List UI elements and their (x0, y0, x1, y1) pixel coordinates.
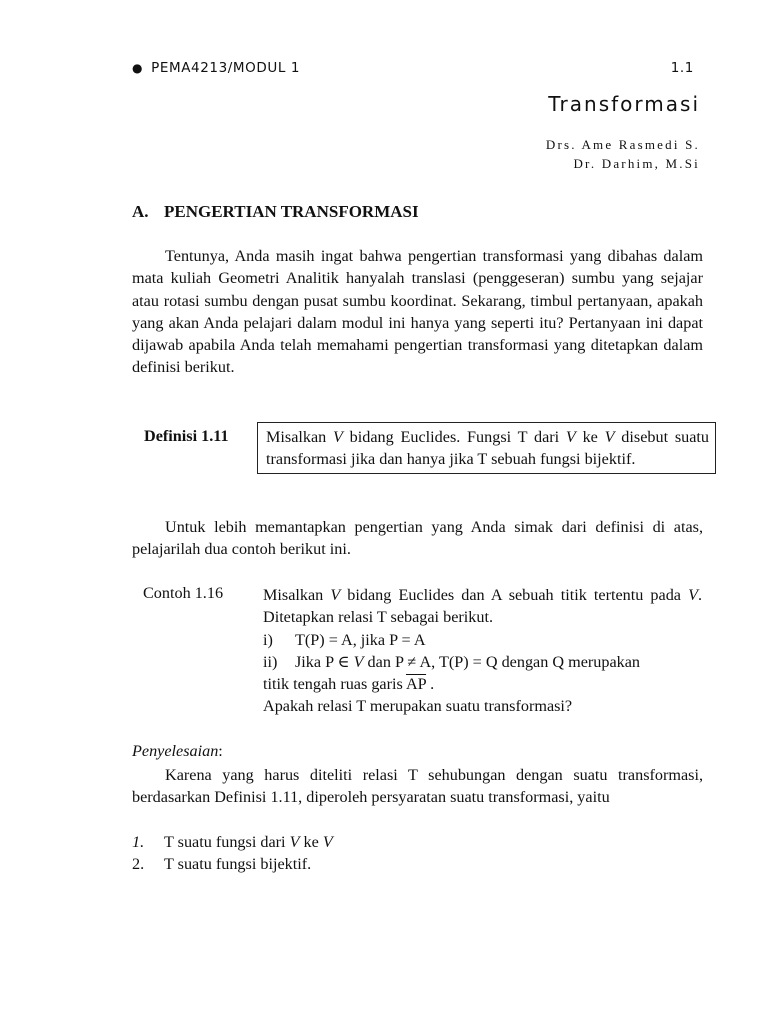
example-question: Apakah relasi T merupakan suatu transformasi? (263, 697, 573, 716)
module-code: PEMA4213/MODUL 1 (151, 60, 301, 76)
item-var: V (353, 652, 364, 671)
list-item (132, 831, 703, 853)
list-marker: 1. (132, 833, 145, 851)
list-text-part: T suatu fungsi dari (164, 833, 290, 851)
item-text-part: titik tengah ruas garis (263, 675, 406, 694)
example-label: Contoh 1.16 (143, 584, 224, 602)
intro-paragraph (132, 245, 703, 379)
intro-text: Tentunya, Anda masih ingat bahwa pengertian transformasi yang dibahas dalam mata kuliah Geometri Analitik hanyalah translasi (penggeseran) sumbu yang sejajar atau rotasi sumbu dengan pusat sumbu koordinat. Sekarang, timbul pertanyaan, apakah yang akan Anda pelajari dalam modul ini hanya yang seperti itu? Pertanyaan ini dapat dijawab apabila Anda telah memahami pengertian transformasi yang ditetapkan dalam definisi berikut. (132, 247, 703, 377)
bridge-paragraph (132, 516, 703, 561)
definition-var: V (333, 428, 343, 446)
solution-paragraph (132, 764, 703, 809)
section-number: A. (132, 202, 149, 221)
definition-text: bidang Euclides. Fungsi T dari (342, 428, 566, 446)
item-text-part: dan P ≠ A, T(P) = Q dengan Q merupakan (363, 652, 641, 671)
item-marker: ii) (263, 652, 278, 671)
example-var: V (330, 586, 341, 604)
item-text-part: . (426, 675, 435, 694)
author-1: Drs. Ame Rasmedi S. (545, 137, 700, 152)
item-text: T(P) = A, jika P = A (295, 630, 426, 649)
definition-text: disebut suatu transformasi jika dan hanya jika T sebuah fungsi bijektif. (266, 428, 709, 469)
definition-var: V (604, 428, 615, 446)
example-item-i (263, 629, 702, 651)
solution-text: Karena yang harus diteliti relasi T sehubungan dengan suatu transformasi, berdasarkan Definisi 1.11, diperoleh persyaratan suatu transformasi, yaitu (132, 766, 703, 807)
solution-list (132, 831, 703, 876)
list-var: V (322, 833, 333, 851)
section-title: PENGERTIAN TRANSFORMASI (164, 202, 419, 221)
solution-colon: : (218, 742, 223, 760)
item-text-part: Jika P ∈ (295, 652, 354, 671)
running-header (132, 60, 702, 82)
list-marker: 2. (132, 855, 145, 874)
item-text (295, 651, 702, 673)
list-text-part: ke (299, 833, 323, 851)
example-text: bidang Euclides dan A sebuah titik tertentu pada (340, 586, 689, 604)
definition-text: Misalkan (266, 428, 334, 446)
section-heading (132, 202, 419, 222)
example-text: . Ditetapkan relasi T sebagai berikut. (263, 586, 702, 627)
solution-label-text: Penyelesaian (132, 742, 219, 760)
authors (546, 135, 700, 173)
list-var: V (289, 833, 300, 851)
definition-text: ke (575, 428, 605, 446)
list-item (132, 853, 703, 875)
definition-label: Definisi 1.11 (144, 427, 229, 445)
bullet-icon: ● (132, 61, 144, 75)
item-marker: i) (263, 630, 273, 649)
example-var: V (688, 586, 698, 604)
page-number: 1.1 (670, 60, 694, 76)
module-title: Transformasi (548, 92, 700, 116)
example-item-ii-continued (263, 673, 702, 695)
author-2: Dr. Darhim, M.Si (573, 156, 700, 171)
example-item-ii (263, 651, 702, 673)
definition-box (257, 422, 716, 474)
list-text: T suatu fungsi bijektif. (164, 855, 312, 874)
definition-var: V (565, 428, 576, 446)
example-intro (263, 584, 702, 629)
bridge-text: Untuk lebih memantapkan pengertian yang Anda simak dari definisi di atas, pelajarilah dua contoh berikut ini. (132, 518, 703, 559)
segment-label: $\overline{AP}$ (405, 675, 427, 694)
list-text (164, 831, 333, 853)
example-body (263, 584, 702, 718)
example-text: Misalkan (263, 586, 331, 604)
solution-label (132, 742, 223, 761)
